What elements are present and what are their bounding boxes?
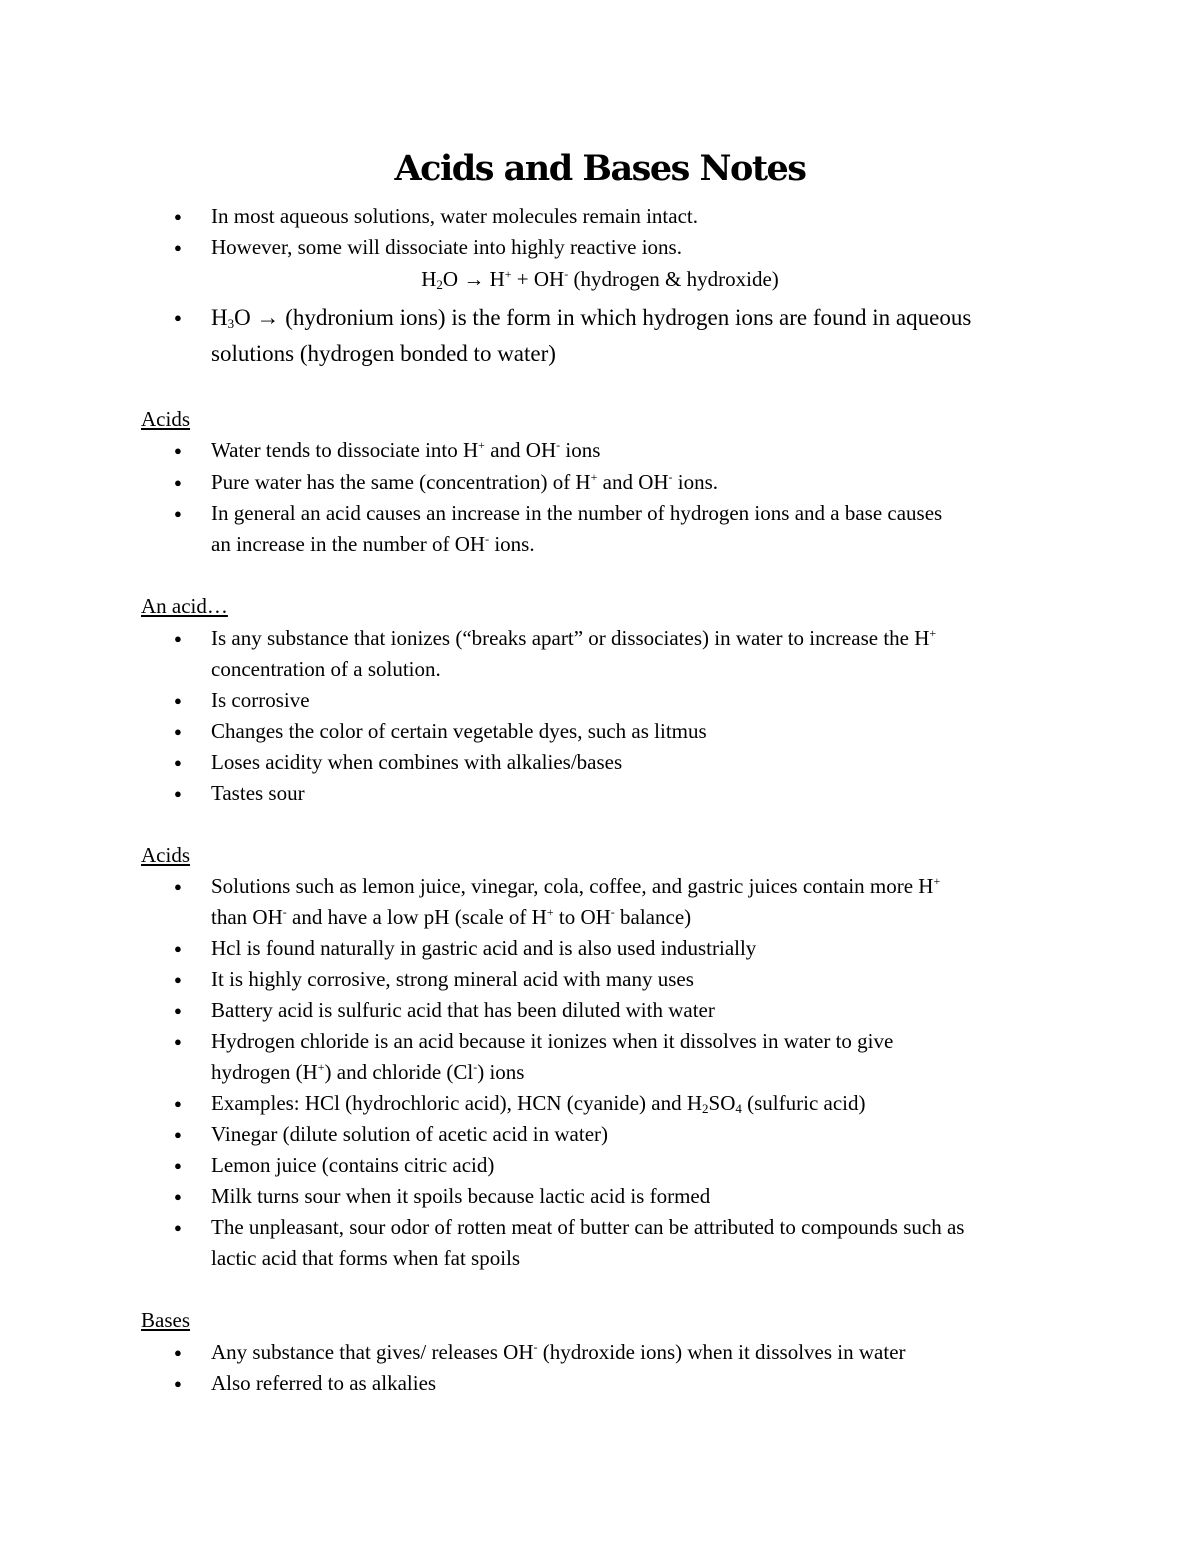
bullet-icon: ● (174, 1220, 182, 1235)
bullet-icon: ● (174, 972, 182, 987)
bullet-icon: ● (174, 1376, 182, 1391)
equation-part: (hydrogen & hydroxide) (568, 267, 779, 291)
list-item: Solutions such as lemon juice, vinegar, cola, coffee, and gastric juices contain more H+ (211, 874, 941, 898)
bullet-icon: ● (174, 631, 182, 646)
equation-part: O → (442, 267, 490, 291)
text: O → (hydronium ions) is the form in which hydrogen ions are found in aqueous (234, 305, 972, 330)
equation (0, 264, 1200, 295)
subscript: 3 (227, 316, 235, 331)
list-item: Examples: HCl (hydrochloric acid), HCN (cyanide) and $H_2SO_4$ (sulfuric acid) (211, 1091, 866, 1116)
list-item: Hydrogen chloride is an acid because it ionizes when it dissolves in water to give (211, 1029, 894, 1053)
bullet-icon: ● (174, 786, 182, 801)
bullet-icon: ● (174, 1003, 182, 1018)
list-item-continuation: hydrogen (H+) and chloride (Cl-) ions (211, 1060, 525, 1084)
list-item: In general an acid causes an increase in the number of hydrogen ions and a base causes (211, 501, 943, 525)
list-item: Also referred to as alkalies (211, 1371, 437, 1395)
section-heading-acids-2: Acids (141, 843, 190, 867)
text: H (211, 305, 228, 330)
list-item: Battery acid is sulfuric acid that has been diluted with water (211, 998, 715, 1022)
list-item (211, 302, 1070, 333)
list-item-continuation: lactic acid that forms when fat spoils (211, 1246, 521, 1270)
bullet-icon: ● (174, 1034, 182, 1049)
bullet-icon: ● (174, 1189, 182, 1204)
bullet-icon: ● (174, 1127, 182, 1142)
list-item: Hcl is found naturally in gastric acid and is also used industrially (211, 936, 757, 960)
superscript: + (504, 267, 512, 281)
bullet-icon: ● (174, 724, 182, 739)
list-item: Water tends to dissociate into H+ and OH- ions (211, 438, 601, 462)
list-item: It is highly corrosive, strong mineral acid with many uses (211, 967, 694, 991)
bullet-icon: ● (174, 506, 182, 521)
equation-part: + OH (511, 267, 565, 291)
subscript: 2 (436, 277, 443, 292)
bullet-icon: ● (174, 755, 182, 770)
bullet-icon: ● (174, 475, 182, 490)
list-item-continuation: than OH- and have a low pH (scale of H+ to OH- balance) (211, 905, 692, 929)
list-item-continuation: solutions (hydrogen bonded to water) (211, 341, 556, 366)
list-item: Vinegar (dilute solution of acetic acid in water) (211, 1122, 609, 1146)
section-heading-acids: Acids (141, 407, 190, 431)
equation-part: H (489, 267, 505, 291)
list-item: Pure water has the same (concentration) of H+ and OH- ions. (211, 470, 719, 494)
bullet-icon: ● (174, 1158, 182, 1173)
list-item-continuation: an increase in the number of OH- ions. (211, 532, 535, 556)
bullet-icon: ● (174, 941, 182, 956)
list-item: Is corrosive (211, 688, 310, 712)
bullet-icon: ● (174, 879, 182, 894)
section-heading-an-acid: An acid… (141, 594, 228, 618)
bullet-icon: ● (174, 209, 182, 224)
list-item: However, some will dissociate into highly reactive ions. (211, 235, 682, 259)
list-item: Loses acidity when combines with alkalies/bases (211, 750, 623, 774)
bullet-icon: ● (174, 310, 182, 325)
list-item: Changes the color of certain vegetable dyes, such as litmus (211, 719, 707, 743)
section-heading-bases: Bases (141, 1308, 190, 1332)
list-item: Tastes sour (211, 781, 305, 805)
bullet-icon: ● (174, 1096, 182, 1111)
list-item: Any substance that gives/ releases OH- (hydroxide ions) when it dissolves in water (211, 1340, 906, 1364)
bullet-icon: ● (174, 693, 182, 708)
list-item: Is any substance that ionizes (“breaks apart” or dissociates) in water to increase the H+ (211, 626, 937, 650)
list-item-continuation: concentration of a solution. (211, 657, 441, 681)
superscript: - (564, 267, 569, 281)
list-item: The unpleasant, sour odor of rotten meat of butter can be attributed to compounds such as (211, 1215, 965, 1239)
bullet-icon: ● (174, 443, 182, 458)
list-item: In most aqueous solutions, water molecules remain intact. (211, 204, 698, 228)
list-item: Lemon juice (contains citric acid) (211, 1153, 495, 1177)
bullet-icon: ● (174, 240, 182, 255)
equation-part: H (421, 267, 437, 291)
bullet-icon: ● (174, 1345, 182, 1360)
list-item: Milk turns sour when it spoils because lactic acid is formed (211, 1184, 711, 1208)
page-title: Acids and Bases Notes (394, 148, 806, 189)
